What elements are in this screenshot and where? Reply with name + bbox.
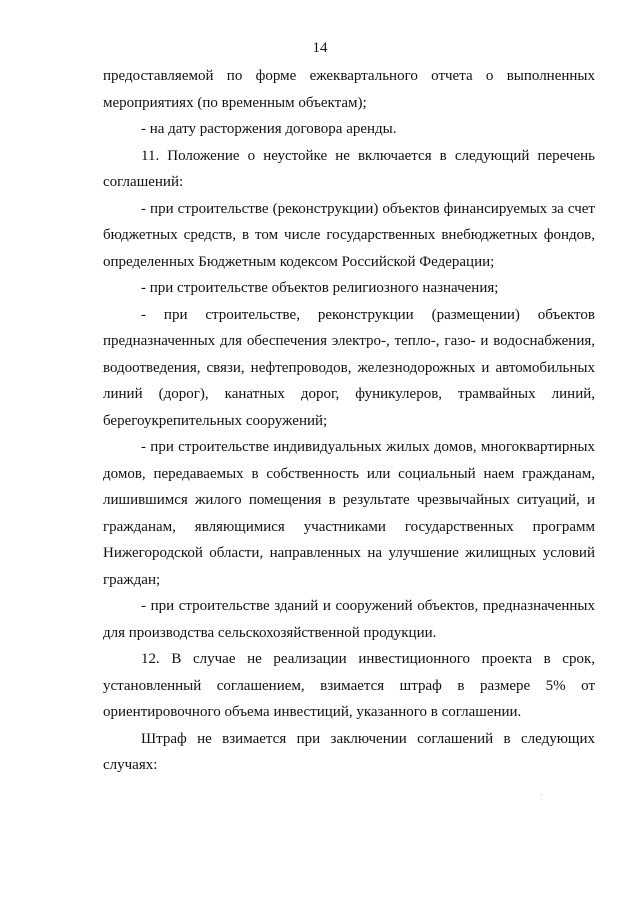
paragraph-continuation: предоставляемой по форме ежеквартального отчета о выполненных мероприятиях (по временным объектам); — [103, 68, 595, 111]
paragraph-infrastructure: - при строительстве, реконструкции (размещении) объектов предназначенных для обеспечения электро-, тепло-, газо- и водоснабжения, водоотведения, связи, нефтепроводов, железнодорожных и автомобильных линий (дорог), канатных дорог, фуникулеров, трамвайных линий, берегоукрепительных сооружений; — [103, 306, 595, 429]
paragraph-housing: - при строительстве индивидуальных жилых домов, многоквартирных домов, передаваемых в собственность или социальный наем гражданам, лишившимся жилого помещения в результате чрезвычайных ситуаций, и гражданам, являющимися участниками государственных программ Нижегородской области, направленных на улучшение жилищных условий граждан; — [103, 439, 595, 588]
paragraph-section-12: 12. В случае не реализации инвестиционного проекта в срок, установленный соглашением, взимается штраф в размере 5% от ориентировочного объема инвестиций, указанного в соглашении. — [103, 651, 595, 720]
paragraph-lease-termination: - на дату расторжения договора аренды. — [141, 121, 397, 137]
paragraph-budget-funded: - при строительстве (реконструкции) объектов финансируемых за счет бюджетных средств, в том числе государственных внебюджетных фондов, определенных Бюджетным кодексом Российской Федерации; — [103, 200, 595, 270]
paragraph-agricultural: - при строительстве зданий и сооружений объектов, предназначенных для производства сельскохозяйственной продукции. — [103, 598, 595, 641]
paragraph-religious-objects: - при строительстве объектов религиозного назначения; — [141, 280, 499, 296]
paragraph-fine-exemptions: Штраф не взимается при заключении соглашений в следующих случаях: — [103, 730, 595, 773]
scan-speck — [541, 794, 542, 795]
document-body — [103, 63, 595, 779]
paragraph-section-11: 11. Положение о неустойке не включается в следующий перечень соглашений: — [103, 147, 595, 190]
page-number: 14 — [312, 40, 328, 56]
